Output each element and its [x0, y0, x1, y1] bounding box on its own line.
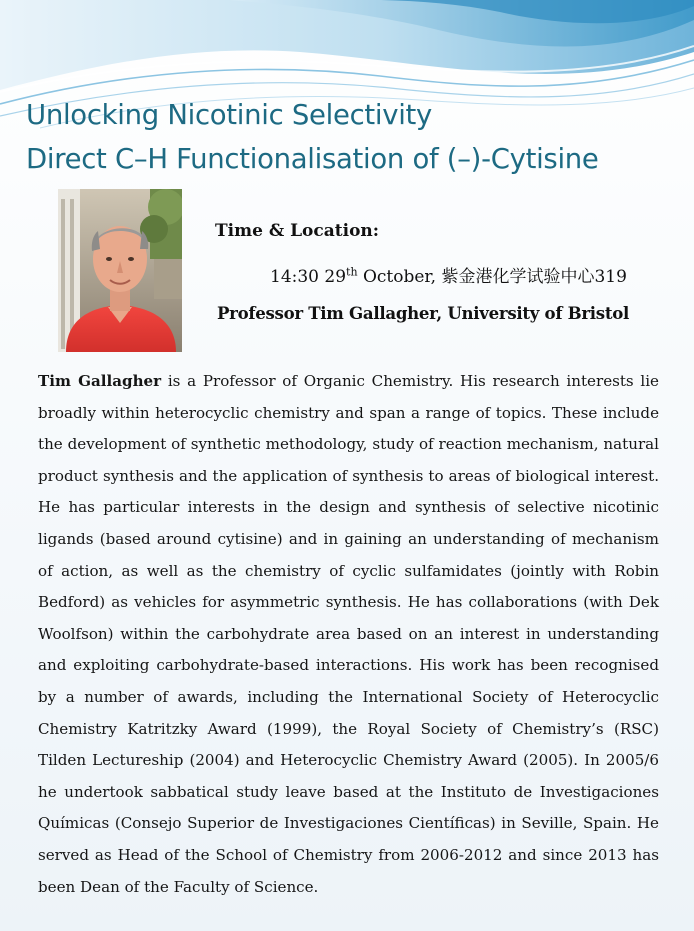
speaker-biography: [38, 366, 659, 903]
time-location-value: [270, 262, 627, 287]
time-location-label: Time & Location:: [215, 221, 380, 241]
event-date-location: October, 紫金港化学试验中心319: [357, 267, 627, 287]
title-line-1: Unlocking Nicotinic Selectivity: [26, 99, 432, 131]
speaker-photo: [58, 189, 182, 352]
bio-text: is a Professor of Organic Chemistry. His research interests lie broadly within heterocyclic chemistry and span a range of topics. These include the development of synthetic methodology, study of reaction mechanism, natural product synthesis and the application of synthesis to areas of biological interest. He has particular interests in the design and synthesis of selective nicotinic ligands (based around cytisine) and in gaining an understanding of mechanism of action, as well as the chemistry of cyclic sulfamidates (jointly with Robin Bedford) as vehicles for asymmetric synthesis. He has collaborations (with Dek Woolfson) within the carbohydrate area based on an interest in understanding and exploiting carbohydrate-based interactions. His work has been recognised by a number of awards, including the International Society of Heterocyclic Chemistry Katritzky Award (1999), the Royal Society of Chemistry’s (RSC) Tilden Lectureship (2004) and Heterocyclic Chemistry Award (2005). In 2005/6 he undertook sabbatical study leave based at the Instituto de Investigaciones Químicas (Consejo Superior de Investigaciones Científicas) in Seville, Spain. He served as Head of the School of Chemistry from 2006-2012 and since 2013 has been Dean of the Faculty of Science.: [38, 372, 659, 896]
event-time: 14:30 29: [270, 267, 347, 287]
speaker-line: Professor Tim Gallagher, University of Bristol: [217, 303, 629, 323]
bio-speaker-name: Tim Gallagher: [38, 372, 162, 390]
title-line-2: Direct C–H Functionalisation of (–)-Cytisine: [26, 143, 599, 175]
date-ordinal-suffix: th: [346, 265, 358, 279]
